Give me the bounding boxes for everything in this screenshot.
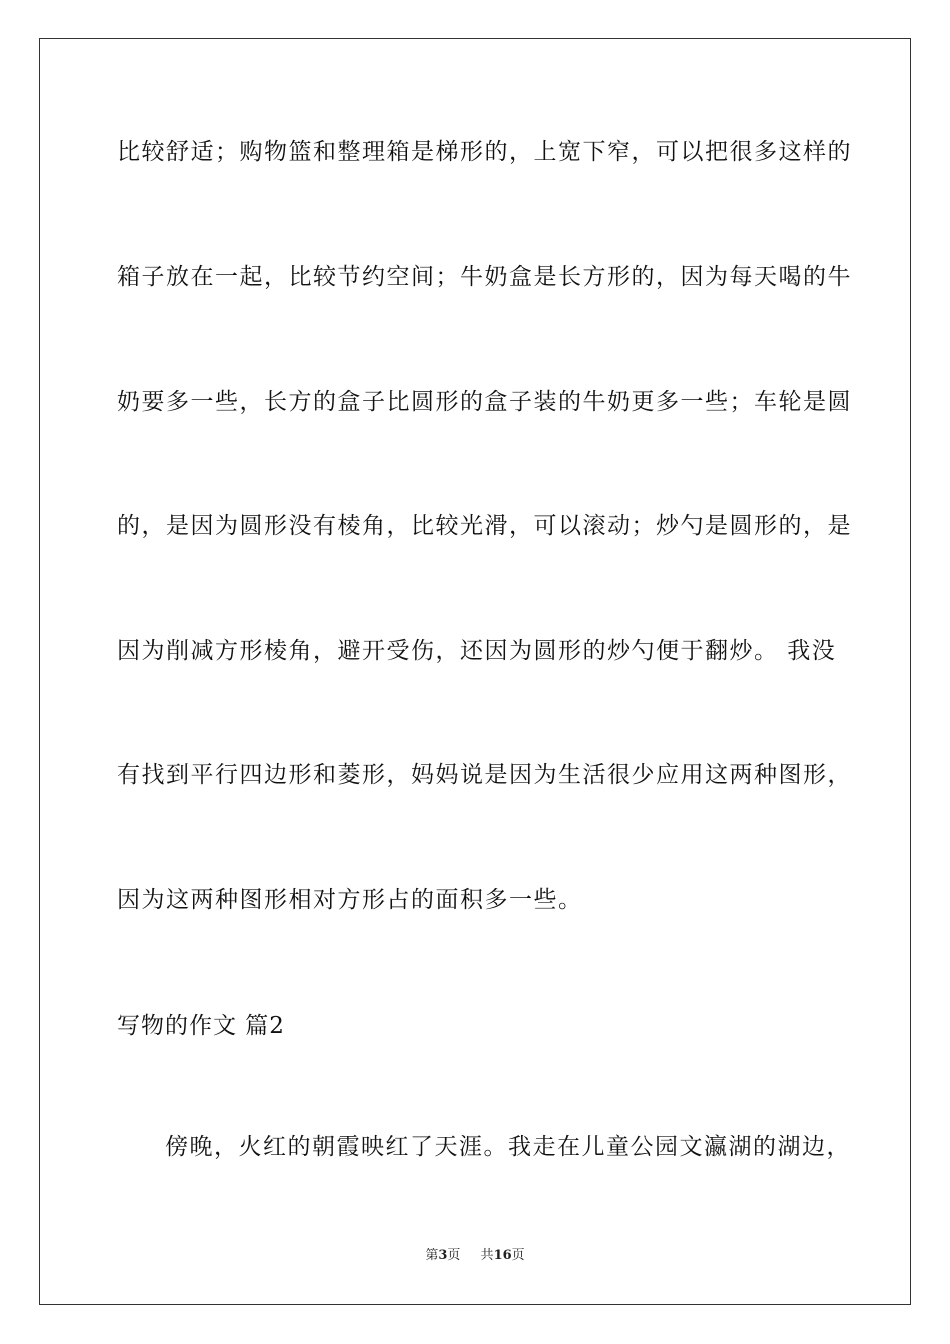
text-line-1: 比较舒适；购物篮和整理箱是梯形的，上宽下窄，可以把很多这样的 <box>117 139 852 165</box>
page-footer <box>0 1248 950 1264</box>
total-number: 16 <box>493 1248 512 1263</box>
paragraph-first-line: 傍晚，火红的朝霞映红了天涯。我走在儿童公园文瀛湖的湖边， <box>165 1134 851 1160</box>
page-indicator <box>425 1248 460 1263</box>
text-line-6: 有找到平行四边形和菱形，妈妈说是因为生活很少应用这两种图形， <box>117 762 852 788</box>
total-suffix: 页 <box>511 1248 525 1263</box>
text-line-2: 箱子放在一起，比较节约空间；牛奶盒是长方形的，因为每天喝的牛 <box>117 264 852 290</box>
page-number: 3 <box>438 1248 448 1263</box>
text-line-7: 因为这两种图形相对方形占的面积多一些。 <box>117 887 583 913</box>
page-border <box>39 38 911 1305</box>
total-prefix: 共 <box>480 1248 494 1263</box>
text-line-5: 因为削减方形棱角，避开受伤，还因为圆形的炒勺便于翻炒。 我没 <box>117 638 837 664</box>
page-suffix: 页 <box>447 1248 461 1263</box>
total-pages-indicator <box>481 1248 525 1263</box>
section-heading: 写物的作文 篇2 <box>117 1013 285 1039</box>
page-prefix: 第 <box>425 1248 439 1263</box>
text-line-4: 的，是因为圆形没有棱角，比较光滑，可以滚动；炒勺是圆形的，是 <box>117 513 852 539</box>
text-line-3: 奶要多一些，长方的盒子比圆形的盒子装的牛奶更多一些；车轮是圆 <box>117 389 852 415</box>
